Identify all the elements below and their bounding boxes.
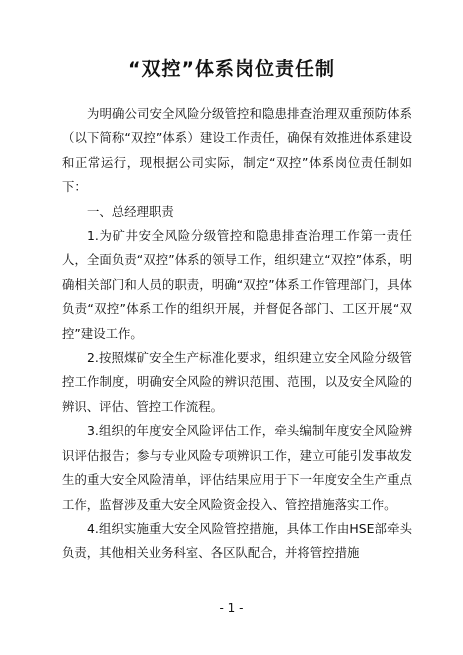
duty-paragraph-2: 2.按照煤矿安全生产标准化要求，组织建立安全风险分级管控工作制度，明确安全风险的辨识范围、范围，以及安全风险的辨识、评估、管控工作流程。 xyxy=(62,350,412,414)
document-title: “双控”体系岗位责任制 xyxy=(128,58,335,80)
intro-paragraph: 为明确公司安全风险分级管控和隐患排查治理双重预防体系（以下简称“双控”体系）建设工作责任，确保有效推进体系建设和正常运行，现根据公司实际，制定“双控”体系岗位责任制如下： xyxy=(62,106,412,195)
duty-paragraph-3: 3.组织的年度安全风险评估工作，牵头编制年度安全风险辨识评估报告；参与专业风险专项辨识工作，建立可能引发事故发生的重大安全风险清单，评估结果应用于下一年度安全生产重点工作，监督涉及重大安全风险资金投入、管控措施落实工作。 xyxy=(62,423,412,512)
section-heading-general-manager: 一、总经理职责 xyxy=(87,203,174,219)
page-number: - 1 - xyxy=(219,601,244,615)
duty-paragraph-1: 1.为矿井安全风险分级管控和隐患排查治理工作第一责任人，全面负责“双控”体系的领导工作，组织建立“双控”体系，明确相关部门和人员的职责，明确“双控”体系工作管理部门，具体负责“双控”体系工作的组织开展，并督促各部门、工区开展“双控”建设工作。 xyxy=(62,228,412,341)
document-body xyxy=(62,102,412,566)
duty-paragraph-4: 4.组织实施重大安全风险管控措施，具体工作由HSE部牵头负责，其他相关业务科室、各区队配合，并将管控措施 xyxy=(62,520,412,561)
